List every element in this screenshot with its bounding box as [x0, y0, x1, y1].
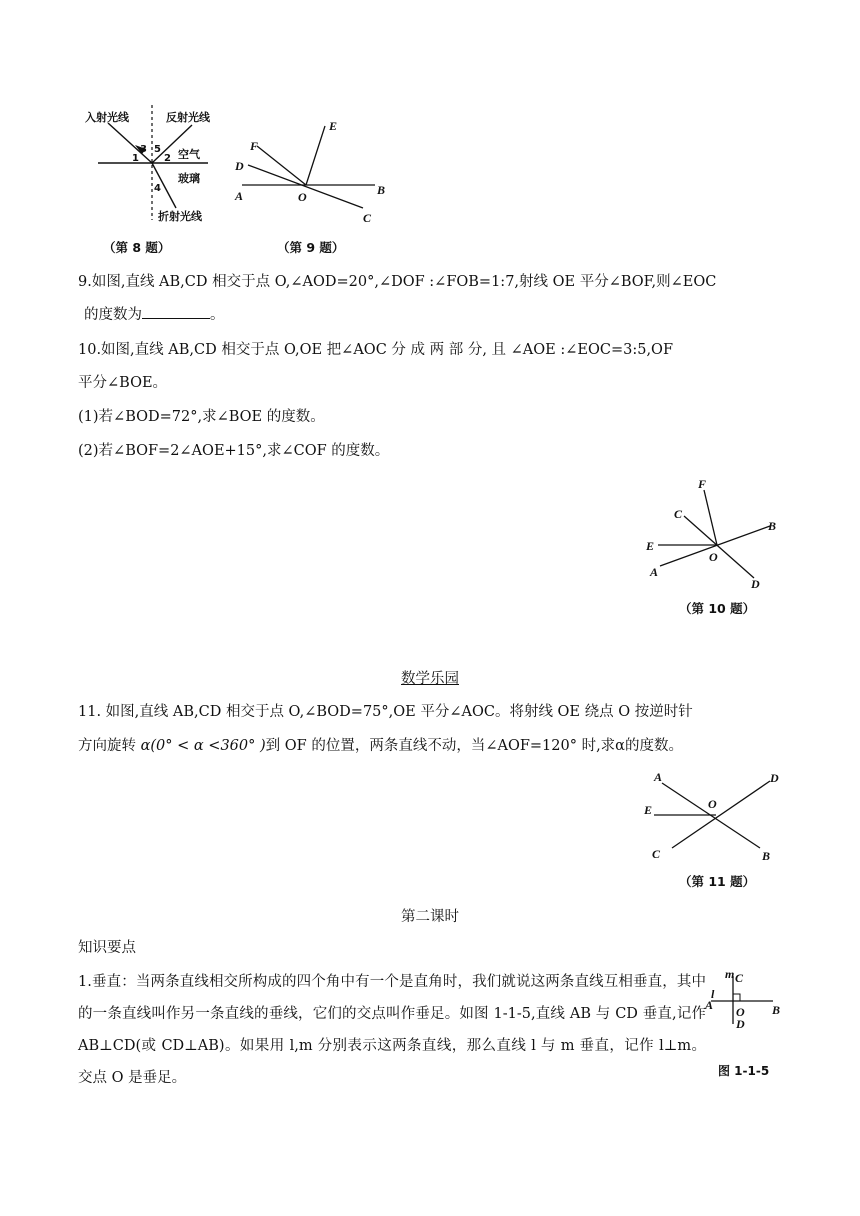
q11-line1: 11. 如图,直线 AB,CD 相交于点 O,∠BOD=75°,OE 平分∠AOC。将射线 OE 绕点 O 按逆时针: [78, 704, 693, 720]
point-C: C: [652, 847, 661, 861]
point-D: D: [770, 771, 779, 785]
point-C: C: [674, 507, 683, 521]
alpha-range: α(0° < α <360° ): [140, 738, 266, 754]
figure-1-1-5: [705, 966, 795, 1051]
q10-line1: 10.如图,直线 AB,CD 相交于点 O,OE 把∠AOC 分 成 两 部 分, 且 ∠AOE :∠EOC=3:5,OF: [78, 342, 674, 358]
q11-line2-end: 到 OF 的位置，两条直线不动，当∠AOF=120° 时,求α的度数。: [265, 738, 683, 754]
point-D: D: [751, 577, 760, 591]
point-A: A: [654, 770, 663, 784]
section-title: 数学乐园: [401, 671, 459, 687]
q11-line2: [78, 736, 683, 756]
point-A: A: [705, 998, 714, 1012]
angle-3: 3: [140, 144, 147, 155]
caption-fig8: （第 8 题）: [103, 240, 171, 255]
point-O: O: [298, 190, 307, 204]
point-D: D: [736, 1017, 745, 1031]
caption-fig11: （第 11 题）: [679, 874, 756, 889]
figure-9: [232, 118, 392, 228]
angle-1: 1: [132, 153, 139, 164]
point-F: F: [698, 477, 707, 491]
point-B: B: [768, 519, 777, 533]
lesson-paragraph: 1.垂直：当两条直线相交所构成的四个角中有一个是直角时，我们就说这两条直线互相垂直，其中的一条直线叫作另一条直线的垂线，它们的交点叫作垂足。如图 1-1-5,直线 AB 与 CD 垂直,记作 AB⊥CD(或 CD⊥AB)。如果用 l,m 分别表示这两条直线，那么直线 l 与 m 垂直，记作 l⊥m。交点 O 是垂足。: [78, 974, 706, 1086]
point-B: B: [772, 1003, 781, 1017]
point-O: O: [709, 550, 718, 564]
answer-blank: [142, 304, 210, 319]
point-B: B: [762, 849, 771, 863]
q10-line2: 平分∠BOE。: [78, 375, 168, 391]
q10-part2: (2)若∠BOF=2∠AOE+15°,求∠COF 的度数。: [78, 443, 390, 459]
point-E: E: [644, 803, 653, 817]
q10-part1: (1)若∠BOD=72°,求∠BOE 的度数。: [78, 409, 325, 425]
label-reflected: 反射光线: [166, 111, 210, 124]
point-A: A: [650, 565, 659, 579]
caption-fig115: 图 1-1-5: [718, 1064, 770, 1078]
figure-11: [642, 768, 792, 868]
label-glass: 玻璃: [178, 172, 200, 185]
label-l: l: [711, 987, 715, 1001]
label-refracted: 折射光线: [158, 210, 202, 223]
label-incident: 入射光线: [85, 111, 129, 124]
q11-line2-start: 方向旋转: [78, 738, 141, 754]
point-E: E: [329, 119, 338, 133]
point-C: C: [735, 971, 744, 985]
point-A: A: [235, 189, 244, 203]
point-D: D: [235, 159, 244, 173]
lesson-title: 第二课时: [401, 909, 459, 925]
lesson-subtitle: 知识要点: [78, 940, 136, 956]
point-F: F: [250, 139, 259, 153]
point-E: E: [646, 539, 655, 553]
angle-4: 4: [154, 183, 161, 194]
q9-line2-text: 的度数为: [84, 307, 142, 323]
point-B: B: [377, 183, 386, 197]
point-O: O: [708, 797, 717, 811]
angle-5: 5: [154, 144, 161, 155]
label-air: 空气: [178, 148, 200, 161]
q9-line1: 9.如图,直线 AB,CD 相交于点 O,∠AOD=20°,∠DOF :∠FOB=1:7,射线 OE 平分∠BOF,则∠EOC: [78, 274, 717, 290]
label-m: m: [725, 967, 735, 981]
caption-fig9: （第 9 题）: [277, 240, 345, 255]
caption-fig10: （第 10 题）: [679, 601, 756, 616]
angle-2: 2: [164, 153, 171, 164]
q9-line2: [84, 304, 225, 325]
point-O: O: [736, 1005, 745, 1019]
figure-8: [80, 105, 220, 235]
figure-10: [644, 478, 784, 593]
q9-line2-end: 。: [210, 307, 225, 323]
point-C: C: [363, 211, 372, 225]
